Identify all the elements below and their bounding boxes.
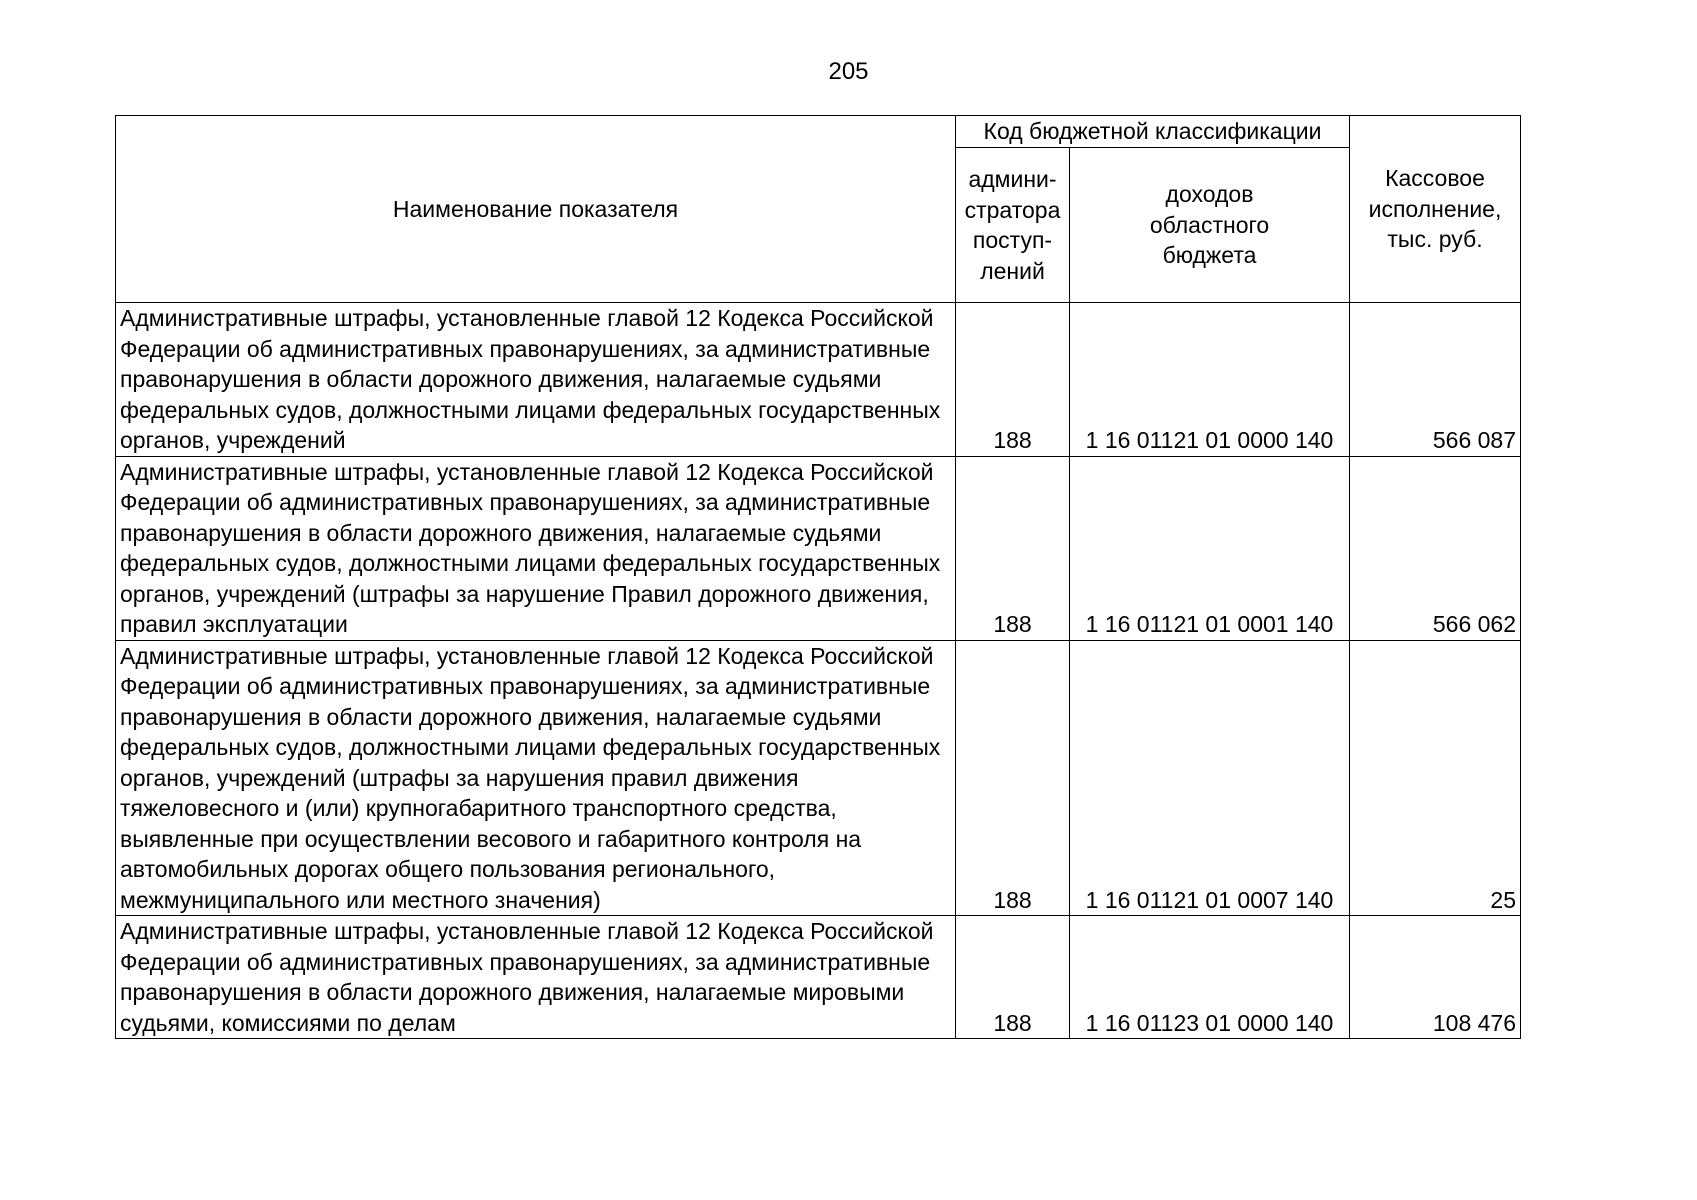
header-revenue <box>1070 148 1350 303</box>
table-body <box>116 303 1521 1039</box>
row-name: Административные штрафы, установленные главой 12 Кодекса Российской Федерации об административных правонарушениях, за административные правонарушения в области дорожного движения, налагаемые судьями федеральных судов, должностными лицами федеральных государственных органов, учреждений (штрафы за нарушения правил движения тяжеловесного и (или) крупногабаритного транспортного средства, выявленные при осуществлении весового и габаритного контроля на автомобильных дорогах общего пользования регионального, межмуниципального или местного значения) <box>116 640 956 916</box>
header-admin <box>956 148 1070 303</box>
header-revenue-text: доходов областного бюджета <box>1149 181 1270 269</box>
row-name: Административные штрафы, установленные главой 12 Кодекса Российской Федерации об административных правонарушениях, за административные правонарушения в области дорожного движения, налагаемые мировыми судьями, комиссиями по делам <box>116 916 956 1039</box>
header-name: Наименование показателя <box>116 116 956 303</box>
row-amount: 25 <box>1350 640 1521 916</box>
row-admin-code: 188 <box>956 916 1070 1039</box>
budget-table <box>115 115 1521 1039</box>
row-amount: 566 087 <box>1350 303 1521 457</box>
page-number: 205 <box>828 58 869 85</box>
row-admin-code: 188 <box>956 456 1070 640</box>
row-revenue-code: 1 16 01121 01 0000 140 <box>1070 303 1350 457</box>
row-amount: 108 476 <box>1350 916 1521 1039</box>
row-amount: 566 062 <box>1350 456 1521 640</box>
header-code-group: Код бюджетной классификации <box>956 116 1350 148</box>
table-row <box>116 456 1521 640</box>
row-admin-code: 188 <box>956 303 1070 457</box>
row-name: Административные штрафы, установленные главой 12 Кодекса Российской Федерации об административных правонарушениях, за административные правонарушения в области дорожного движения, налагаемые судьями федеральных судов, должностными лицами федеральных государственных органов, учреждений <box>116 303 956 457</box>
row-revenue-code: 1 16 01121 01 0007 140 <box>1070 640 1350 916</box>
table-row <box>116 303 1521 457</box>
table-row <box>116 916 1521 1039</box>
row-admin-code: 188 <box>956 640 1070 916</box>
row-revenue-code: 1 16 01123 01 0000 140 <box>1070 916 1350 1039</box>
row-name: Административные штрафы, установленные главой 12 Кодекса Российской Федерации об административных правонарушениях, за административные правонарушения в области дорожного движения, налагаемые судьями федеральных судов, должностными лицами федеральных государственных органов, учреждений (штрафы за нарушение Правил дорожного движения, правил эксплуатации <box>116 456 956 640</box>
row-revenue-code: 1 16 01121 01 0001 140 <box>1070 456 1350 640</box>
table-header <box>116 116 1521 303</box>
header-admin-text: админи- стратора поступ- лений <box>964 166 1061 284</box>
table-row <box>116 640 1521 916</box>
header-amount <box>1350 116 1521 303</box>
header-amount-text: Кассовое исполнение, тыс. руб. <box>1368 165 1502 253</box>
